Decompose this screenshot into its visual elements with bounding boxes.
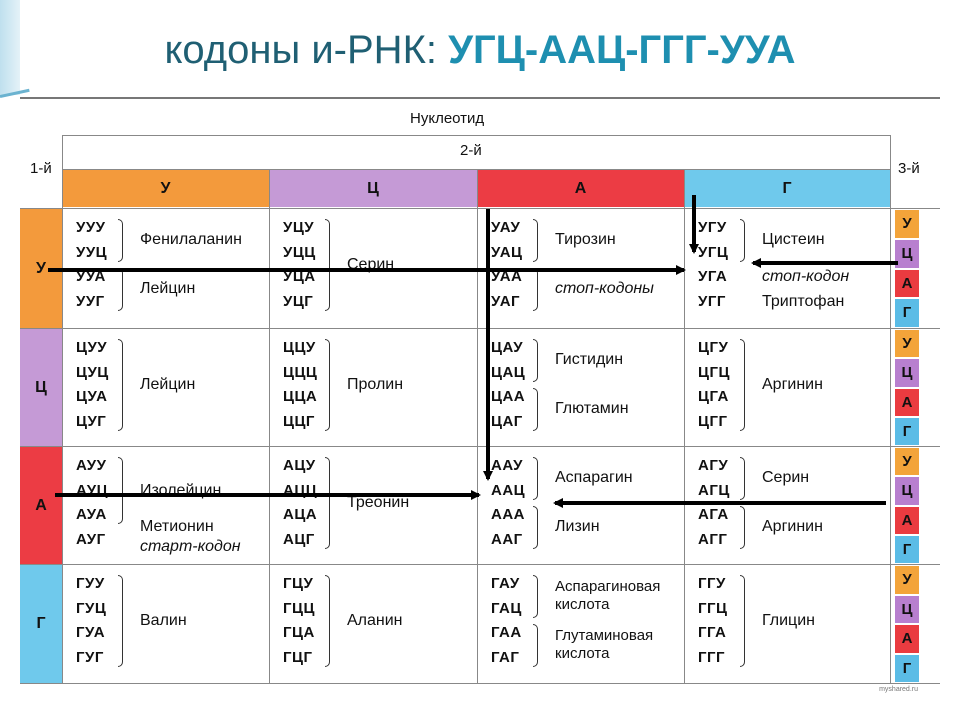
third-nucleotide-c: Ц	[895, 359, 919, 386]
codon: УУУ	[76, 219, 106, 236]
codon: ЦАГ	[491, 412, 523, 430]
column-header-u: У	[62, 170, 269, 207]
codon: ААГ	[491, 530, 523, 548]
amino-acid-label: Глютамин	[555, 400, 629, 418]
codon: ГАГ	[491, 648, 520, 666]
codon: АУЦ	[76, 481, 109, 499]
codon: ЦАЦ	[491, 363, 526, 381]
amino-acid-label: Гистидин	[555, 351, 624, 369]
third-nucleotide-u: У	[895, 448, 919, 475]
codon: ЦГУ	[698, 339, 729, 356]
third-nucleotide-u: У	[895, 330, 919, 357]
column-header-g: Г	[684, 170, 890, 207]
title-codons: УГЦ-ААЦ-ГГГ-УУА	[448, 28, 796, 72]
amino-acid-label: Серин	[347, 255, 395, 273]
amino-acid-label: Глицин	[762, 611, 815, 629]
third-nucleotide-a: А	[895, 625, 919, 653]
codon: УУА	[76, 268, 106, 285]
header-first: 1-й	[30, 160, 52, 177]
codon: УЦГ	[283, 292, 314, 310]
amino-acid-label: Изолейцин	[140, 481, 222, 499]
codon-note: стоп-кодоны	[555, 280, 654, 298]
codon: ГГУ	[698, 575, 726, 592]
codon: АЦЦ	[283, 481, 318, 499]
codon-note: стоп-кодон	[762, 268, 850, 285]
codon: АЦУ	[283, 457, 316, 474]
header-nucleotide: Нуклеотид	[410, 110, 485, 127]
codon: ГУА	[76, 624, 106, 641]
codon: ЦУУ	[76, 339, 108, 356]
codon: ЦАУ	[491, 339, 524, 356]
codon: ГЦГ	[283, 648, 313, 666]
amino-acid-label: Пролин	[347, 375, 404, 393]
codon: ГЦУ	[283, 575, 314, 592]
third-nucleotide-c: Ц	[895, 240, 919, 268]
codon: ААЦ	[491, 481, 526, 499]
codon: УУЦ	[76, 243, 108, 261]
codon: УАУ	[491, 219, 521, 236]
amino-acid-label: Аланин	[347, 611, 403, 629]
third-nucleotide-c: Ц	[895, 596, 919, 624]
codon: ЦАА	[491, 388, 526, 405]
amino-acid-label: Лейцин	[140, 375, 196, 393]
codon: ГАУ	[491, 575, 520, 592]
codon: АЦГ	[283, 530, 315, 548]
codon-note: старт-кодон	[140, 537, 241, 555]
row-header-g: Г	[20, 565, 62, 683]
column-header-a: А	[477, 170, 684, 207]
header-third: 3-й	[898, 160, 920, 177]
codon: УАА	[491, 268, 523, 285]
third-nucleotide-a: А	[895, 507, 919, 534]
codon: ЦЦА	[283, 388, 318, 405]
codon: ААА	[491, 506, 525, 523]
codon: ГУЦ	[76, 599, 107, 617]
codon: ЦГЦ	[698, 363, 730, 381]
codon: АГЦ	[698, 481, 730, 499]
third-nucleotide-a: А	[895, 389, 919, 416]
amino-acid-label: Цистеин	[762, 231, 825, 249]
row-header-a: А	[20, 447, 62, 565]
codon: ЦГГ	[698, 412, 728, 430]
row-header-u: У	[20, 209, 62, 329]
codon: АУГ	[76, 530, 106, 548]
title-prefix: кодоны и-РНК:	[164, 28, 449, 72]
codon: УЦЦ	[283, 243, 316, 261]
codon: УЦА	[283, 268, 316, 285]
amino-acid-label: Аргинин	[762, 375, 823, 393]
amino-acid-label: Лизин	[555, 518, 600, 536]
codon: АГГ	[698, 530, 728, 548]
amino-acid-label: Серин	[762, 469, 810, 487]
codon: ГГА	[698, 624, 727, 641]
header-second: 2-й	[460, 142, 482, 159]
third-nucleotide-a: А	[895, 270, 919, 298]
amino-acid-label: Фенилаланин	[140, 231, 242, 249]
codon: ЦУГ	[76, 412, 107, 430]
codon: УАЦ	[491, 243, 523, 261]
amino-acid-label: Тирозин	[555, 231, 616, 249]
amino-acid-label: Триптофан	[762, 292, 845, 310]
watermark: myshared.ru	[879, 686, 918, 693]
codon: ЦГА	[698, 388, 729, 405]
codon: ЦУЦ	[76, 363, 109, 381]
codon: АГА	[698, 506, 729, 523]
codon: УГА	[698, 268, 728, 285]
third-nucleotide-u: У	[895, 210, 919, 238]
codon: УГГ	[698, 292, 726, 310]
codon: ЦЦЦ	[283, 363, 318, 381]
codon: АЦА	[283, 506, 318, 523]
codon: ГГГ	[698, 648, 726, 666]
genetic-code-table	[20, 97, 940, 717]
codon: ГЦЦ	[283, 599, 315, 617]
amino-acid-label: Аспарагин	[555, 469, 633, 487]
third-nucleotide-u: У	[895, 566, 919, 594]
codon: ЦЦУ	[283, 339, 316, 356]
amino-acid-label: Глутаминовая кислота	[555, 627, 654, 663]
codon: АУУ	[76, 457, 107, 474]
amino-acid-label: Метионин	[140, 517, 214, 535]
amino-acid-label: Аргинин	[762, 518, 823, 536]
third-nucleotide-g: Г	[895, 418, 919, 445]
row-header-c: Ц	[20, 329, 62, 447]
third-nucleotide-g: Г	[895, 299, 919, 327]
codon: УЦУ	[283, 219, 315, 236]
third-nucleotide-g: Г	[895, 536, 919, 563]
amino-acid-label: Треонин	[347, 493, 410, 511]
codon: ГЦА	[283, 624, 315, 641]
amino-acid-label: Аспарагиновая кислота	[555, 578, 661, 614]
codon: ГГЦ	[698, 599, 728, 617]
codon: ГАЦ	[491, 599, 522, 617]
codon: УУГ	[76, 292, 105, 310]
codon: ГУУ	[76, 575, 105, 592]
codon: ГУГ	[76, 648, 104, 666]
codon: ЦУА	[76, 388, 108, 405]
codon: ГАА	[491, 624, 522, 641]
codon: АГУ	[698, 457, 729, 474]
codon: АУА	[76, 506, 107, 523]
amino-acid-label: Лейцин	[140, 280, 196, 298]
codon: ЦЦГ	[283, 412, 315, 430]
third-nucleotide-g: Г	[895, 655, 919, 683]
column-header-c: Ц	[269, 170, 477, 207]
codon: УГУ	[698, 219, 727, 236]
amino-acid-label: Валин	[140, 611, 187, 629]
codon: УАГ	[491, 292, 521, 310]
slide-title	[0, 28, 960, 73]
codon: УГЦ	[698, 243, 729, 261]
third-nucleotide-c: Ц	[895, 477, 919, 504]
arrows-overlay	[20, 97, 940, 717]
codon: ААУ	[491, 457, 523, 474]
